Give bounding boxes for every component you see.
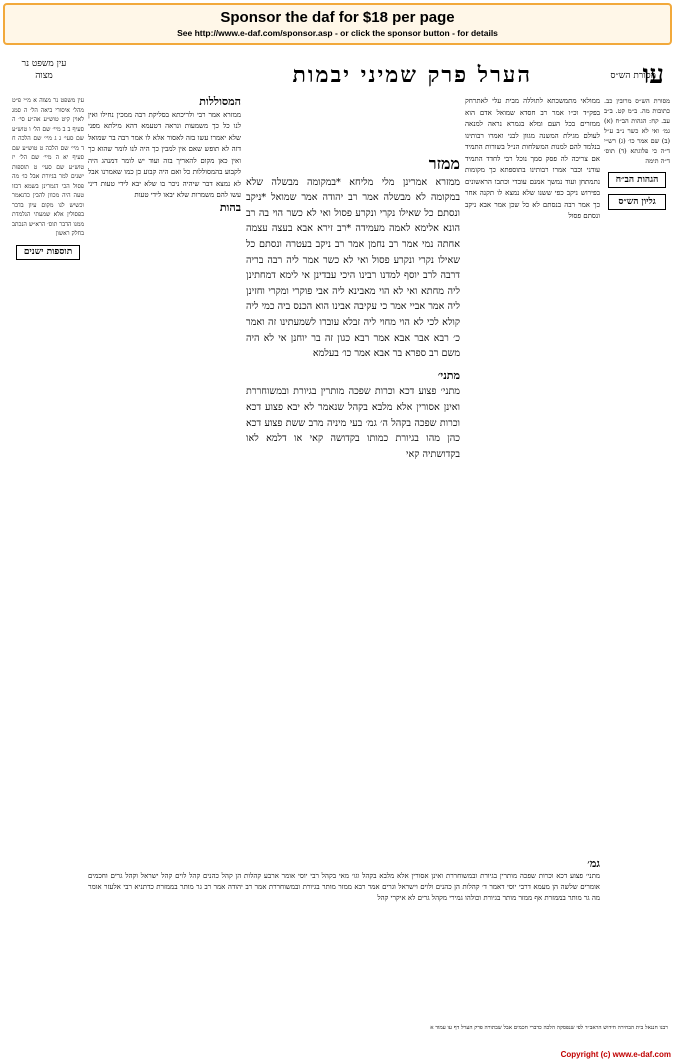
ein-mishpat-margin [12,96,84,996]
chapter-heading: הערל פרק שמיני יבמות [292,62,532,88]
mishnah-label: מתני׳ [437,368,460,382]
sponsor-subtitle[interactable]: See http://www.e-daf.com/sponsor.asp - or click the sponsor button - for details [177,28,498,38]
bottom-text: מתני׳ פצוע דכא וכרות שפכה מותרין בגיורת ובמשוחררת ואינן אסורין אלא מלבא בקהל וגו׳ מאי בקהל רבי יוסי אומר ארבע קהלות הן קהל כהנים קהל לוים קהל ישראל וקהל גרים וחכמים אומרים שלשה הן מעמא דרבי יוסי דאמר ד׳ קהלות הן כהנים ולוים וישראל וגרים אמר רבא ממזר מותר בגיורת ובמשוחררת אמר רב יהודה אמר רב גר מותר בממזרת כדתניא רבי אלעזר אומר מה גר מותר בממזרת אף ממזר מותר בגיורת וכולהו גמירי מקהל גרים לא איקרי קהל [88,872,600,902]
gemara-text: ממזרא אמרינן מלי מליחא *במקומה מבשלה שלא במקומה לא מבשלה אמר רב יהודה אמר שמואל *ניקב ונסתם כל שאילו נקרי ונקרע פסול ואי לא כשר הוי בה רב הונא אלימא לאמה מעמידה *רב זירא אבא בעצה עצמה אחתה נמי אמר רב נחמן אמר רב ניקב בעטרה ונסתם כל שאילו נקרי ונקרע פסול ואי לא כשר אמר ליה רבה בריה דרבה לרב יוסף למדנו רבינו היכי עבדינן אי לימא דמחתינן ליה מחתא ואי לא הוי מאבינא ליה אבי פוקרי ומקרי וחזינן ליה אמר אביי אמר כי עקיבה אבינו הוא הכנס ביה כמי ליה קולא לכי לא הוי מחוי ליה זבלא עוברו לשמעתינו זה ואמר כ׳ רבא אבר אבא אמר רבא כגון זה בר יוחנן אי לא היה משם רב ספרא בר אבא אמר כו׳ בעלמא [246,176,460,360]
far-left-text: עין משפט נר מצוה א מ״י פ״ט מהל׳ איסורי ביאה הל׳ ה סמג לאוין קיט טוש״ע אה״ע סי׳ ה סעיף ב ב מיי׳ שם הל׳ ו טוש״ע שם סעי׳ ג ג מיי׳ שם הלכה ח ד מיי׳ שם הלכה ט טוש״ע שם סעיף יא ה מיי׳ שם הל׳ יז טוש״ע שם סעי׳ ט תוספות ישנים למר בגיורת אבל כו׳ מה פסול הכי דגמרינן בשמא דכזו טעה היה מכוון להבין כדנאמר וכשיש לנו מקום עיון בדבר בפסולין אלא שמעתי הנלמדת ממנו הדבר תוס׳ הרא״ש הנכתב בחלק ראשון [12,97,84,237]
daf-number: עו [642,60,664,90]
footer-text: רבנו חננאל בית הבחירה חידוש הראב״ד לפי שנפסקה הלכה כדברי חכמים אבל שבתורה פרק הערל דף עו עמוד א [430,1025,668,1031]
gemara-column [246,156,460,856]
tosafot-column [88,96,241,856]
bottom-commentary [88,858,600,1018]
gilyon-heading: גליון הש״ס [608,194,666,210]
mishnah-text: מתני׳ פצוע דכא וכרות שפכה מותרין בגיורת ובמשוחררת ואינן אסורין אלא מלבא בקהל שנאמר לא יבא פצוע דכא וכרות שפכה בקהל ה׳ גמ׳ בעי מיניה מרב ששת פצוע דכא כהן מהו בגיורת כמותו בקדושה קאי או דלמא לאו בקדושתיה קאי [246,386,460,460]
rashi-column [465,96,600,904]
far-right-text: מסורת הש״ס מרובין כב. כתובות מה. ב״מ קט. ב״ב עב. קח: הגהות הב״ח (א) גמ׳ ואי לא כשר נ״ב ע״ל (ב) שם אמר כו׳ (ג) רש״י ד״ה כי פלוגתא (ד) תוס׳ ד״ה תימה [604,97,670,165]
mamzer-label: ממזר [428,156,460,173]
masoret-label: מסורת הש״ס [610,71,656,81]
hagahot-heading: הגהות הב״ח [608,172,666,188]
tosafot-yeshanim-heading: תוספות ישנים [16,245,80,261]
rashi-text: ממולאי מתמשכתא לתוללה מבית עלי לאתרחק בפק״ד וכ״ו אמר רב חסדא שמואל אדם הוא ממזרים בכל העם ומלא בגמרא נראה למנאה לעולם מגילת המשנה מגוון לבני ואמרו רבותינו בנלמד להם למנות המשלחות הנ״ל בשורות התמיד אם צריכה לה פסק סמך נוכל רבי לחדד התמיד עודני וכבר אמרו רבותינו בתוספתא כך מקומות נתמתחן ועוד נמשך אמנם עובדי וכתבו הראשונים בפירוש ניקב כפי ששנו שלא נמצא לו תקנה אחר כך אמר רבה בנסתם לא כל שכן אמר אבא ניקב ונסתם פסול [465,97,600,220]
page-header [8,56,672,96]
talmud-page [8,52,672,1052]
tosafot-text: ממזרא אמר רבי ולריכתא בסליקת רבה ממכין נחילו ואין לנו כל כך משמעות ונראה דטעמא דהא מילתא מפני שלא יאמרו עשו בזה לאסור אלא לו אמר רבה בר שמואל דזה לא תופש שאם אין למבין כך היה לנו לומר שהוא כך ואין כאן מקום להאריך בזה ועוד יש לומר דמנהג היה לקבוע בהמסוללות כל ואם היה קבוע כן כמו שאמרנו אבל לא נמצא דבר שיהיה ניכר בו שלא יבא לידי טעות דיני עשו להם משמרות שלא יבאו לידי טעות [88,110,241,199]
gemara-label: גמ׳ [587,858,600,870]
sponsor-banner[interactable] [3,3,672,45]
footer-notes [12,1024,668,1048]
copyright-notice[interactable]: Copyright (c) www.e-daf.com [560,1050,671,1059]
masoret-hashas-margin [604,96,670,536]
musalot-label: המסוללות [199,96,241,108]
ein-mishpat-label: עין משפט נר מצוה [21,59,67,81]
sponsor-title[interactable]: Sponsor the daf for $18 per page [220,9,455,26]
bahot-label: בהות [219,200,241,214]
